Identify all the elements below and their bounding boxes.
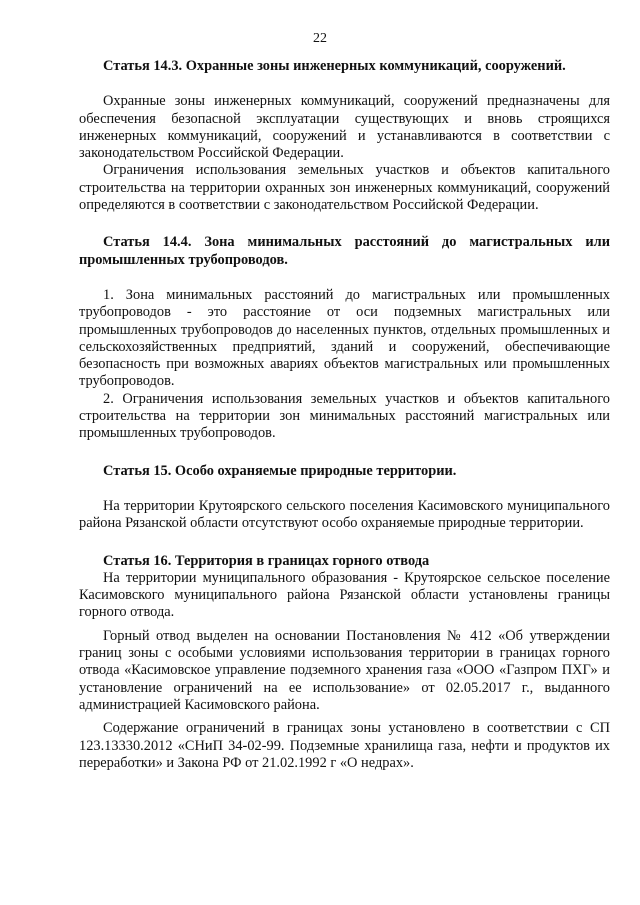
article-14-4-paragraph-2: 2. Ограничения использования земельных участков и объектов капитального строительства на территории зон минимальных расстояний магистральных или промышленных трубопроводов. bbox=[79, 390, 610, 442]
article-15-heading: Статья 15. Особо охраняемые природные территории. bbox=[103, 462, 457, 479]
article-14-3-paragraph-2: Ограничения использования земельных участков и объектов капитального строительства на территории охранных зон инженерных коммуникаций, сооружений определяются в соответствии с законодательством Российской Федерации. bbox=[79, 162, 610, 214]
article-16-paragraph-2: Горный отвод выделен на основании Постановления № 412 «Об утверждении границ зоны с особыми условиями использования территории в границах горного отвода «Касимовское управление подземного хранения газа «ООО «Газпром ПХГ» и установление ограничений на ее использование» от 02.05.2017 г., выданного администрацией Касимовского района. bbox=[79, 627, 610, 713]
article-14-4-heading: Статья 14.4. Зона минимальных расстояний до магистральных или промышленных трубопроводов. bbox=[79, 234, 610, 268]
article-16-heading: Статья 16. Территория в границах горного отвода bbox=[103, 552, 430, 569]
article-14-3-paragraph-1: Охранные зоны инженерных коммуникаций, сооружений предназначены для обеспечения безопасной эксплуатации существующих и вновь строящихся инженерных коммуникаций, сооружений и устанавливаются в соответствии с законодательством Российской Федерации. bbox=[79, 93, 610, 162]
page-content bbox=[79, 58, 610, 772]
article-16-paragraph-1: На территории муниципального образования - Крутоярское сельское поселение Касимовского муниципального района Рязанской области установлены границы горного отвода. bbox=[79, 569, 610, 621]
article-15-paragraph-1: На территории Крутоярского сельского поселения Касимовского муниципального района Рязанской области отсутствуют особо охраняемые природные территории. bbox=[79, 497, 610, 532]
article-14-4-paragraph-1: 1. Зона минимальных расстояний до магистральных или промышленных трубопроводов - это расстояние от оси подземных магистральных или промышленных трубопроводов до населенных пунктов, отдельных промышленных и сельскохозяйственных предприятий, зданий и сооружений, обеспечивающие безопасность при возможных авариях объектов магистральных или промышленных трубопроводов. bbox=[79, 286, 610, 390]
article-14-3-heading: Статья 14.3. Охранные зоны инженерных коммуникаций, сооружений. bbox=[103, 58, 566, 74]
page-number: 22 bbox=[313, 31, 327, 46]
article-16-paragraph-3: Содержание ограничений в границах зоны установлено в соответствии с СП 123.13330.2012 «СНиП 34-02-99. Подземные хранилища газа, нефти и продуктов их переработки» и Закона РФ от 21.02.1992 г «О недрах». bbox=[79, 720, 610, 771]
